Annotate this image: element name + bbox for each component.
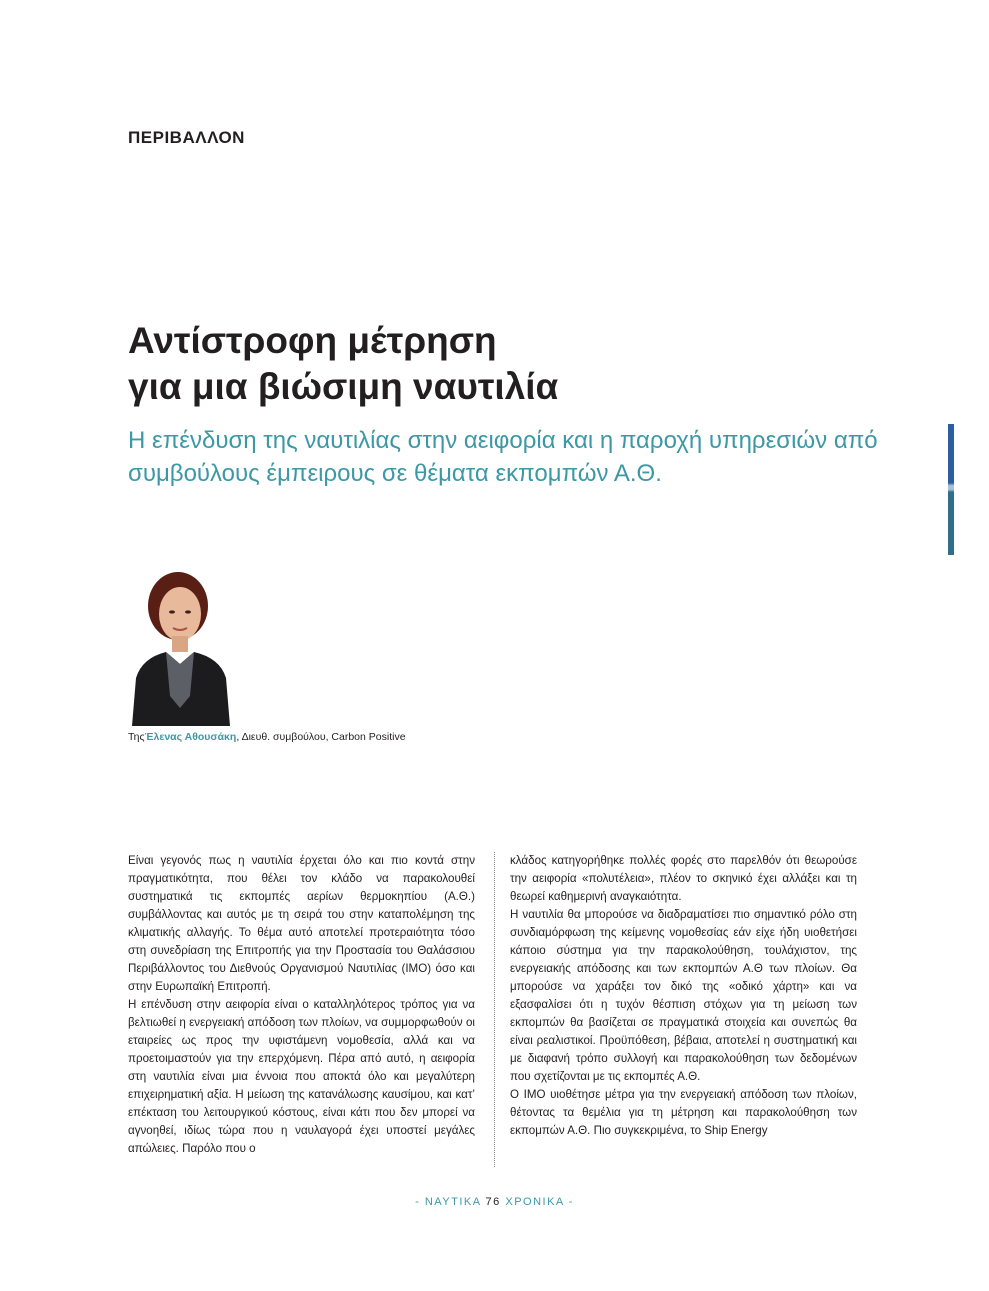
byline-prefix: Της <box>128 731 145 743</box>
body-column-right <box>510 852 857 1140</box>
page-number: 76 <box>485 1196 501 1208</box>
title-line-1: Αντίστροφη μέτρηση <box>128 320 497 361</box>
side-color-bar <box>948 424 954 555</box>
body-paragraph: Η επένδυση στην αειφορία είναι ο καταλληλότερος τρόπος για να βελτιωθεί η ενεργειακή απόδοση των πλοίων, να συμμορφωθούν οι εταιρείες ως προς την υφιστάμενη νομοθεσία, αλλά και να προετοιμαστούν για την επερχόμενη. Πέρα από αυτό, η αειφορία στη ναυτιλία είναι μια έννοια που αποκτά όλο και μεγαλύτερη επιχειρηματική αξία. Η μείωση της κατανάλωσης καυσίμου, και κατ’ επέκταση του λειτουργικού κόστους, είναι κάτι που δεν μπορεί να αγνοηθεί, ιδίως τώρα που η ναυλαγορά έχει υποστεί μεγάλες απώλειες. Παρόλο που ο <box>128 998 475 1155</box>
body-paragraph: κλάδος κατηγορήθηκε πολλές φορές στο παρελθόν ότι θεωρούσε την αειφορία «πολυτέλεια», πλέον το σκηνικό έχει αλλάξει και τη θεωρεί καθημερινή αναγκαιότητα. <box>510 854 857 903</box>
author-photo <box>128 566 232 726</box>
title-line-2: για μια βιώσιμη ναυτιλία <box>128 366 559 407</box>
author-role: , Διευθ. συμβούλου, Carbon Positive <box>236 731 406 743</box>
page-footer <box>0 1196 989 1208</box>
footer-right: ΧΡΟΝΙΚΑ - <box>505 1196 574 1208</box>
footer-left: - ΝΑΥΤΙΚΑ <box>415 1196 481 1208</box>
byline <box>128 731 406 743</box>
column-divider <box>494 852 495 1167</box>
section-label: ΠΕΡΙΒΑΛΛΟΝ <box>128 128 245 147</box>
article-title <box>128 318 828 410</box>
body-paragraph: Ο IMO υιοθέτησε μέτρα για την ενεργειακή απόδοση των πλοίων, θέτοντας τα θεμέλια για τη μέτρηση και παρακολούθηση των εκπομπών Α.Θ. Πιο συγκεκριμένα, το Ship Energy <box>510 1088 857 1137</box>
body-column-left <box>128 852 475 1158</box>
article-subtitle: Η επένδυση της ναυτιλίας στην αειφορία και η παροχή υπηρεσιών από συμβούλους έμπειρους σε θέματα εκπομπών Α.Θ. <box>128 427 878 487</box>
body-paragraph: Η ναυτιλία θα μπορούσε να διαδραματίσει πιο σημαντικό ρόλο στη συνδιαμόρφωση της κείμενης νομοθεσίας εάν είχε ήδη υιοθετήσει κάποιο σύστημα για την παρακολούθηση, τουλάχιστον, της ενεργειακής απόδοσης και των εκπομπών Α.Θ των πλοίων. Θα μπορούσε να χαράξει τον δικό της «οδικό χάρτη» και να εξασφαλίσει ότι η τυχόν θέσπιση στόχων για τη μείωση των εκπομπών θα βασίζεται σε πραγματικά στοιχεία και συνεπώς θα είναι ρεαλιστικοί. Προϋπόθεση, βέβαια, αποτελεί η συστηματική και με διαφανή τρόπο συλλογή και παρακολούθηση των δεδομένων που σχετίζονται με τις εκπομπές Α.Θ. <box>510 908 857 1083</box>
body-paragraph: Είναι γεγονός πως η ναυτιλία έρχεται όλο και πιο κοντά στην πραγματικότητα, που θέλει τον κλάδο να παρακολουθεί συστηματικά τις εκπομπές αερίων θερμοκηπίου (Α.Θ.) συμβάλλοντας και αυτός με τη σειρά του στην καταπολέμηση της κλιματικής αλλαγής. Το θέμα αυτό αποτελεί προτεραιότητα τόσο στη συνεδρίαση της Επιτροπής για την Προστασία του Θαλάσσιου Περιβάλλοντος του Διεθνούς Οργανισμού Ναυτιλίας (IMO) όσο και στην Ευρωπαϊκή Επιτροπή. <box>128 854 475 993</box>
author-name: Έλενας Αθουσάκη <box>144 731 237 743</box>
